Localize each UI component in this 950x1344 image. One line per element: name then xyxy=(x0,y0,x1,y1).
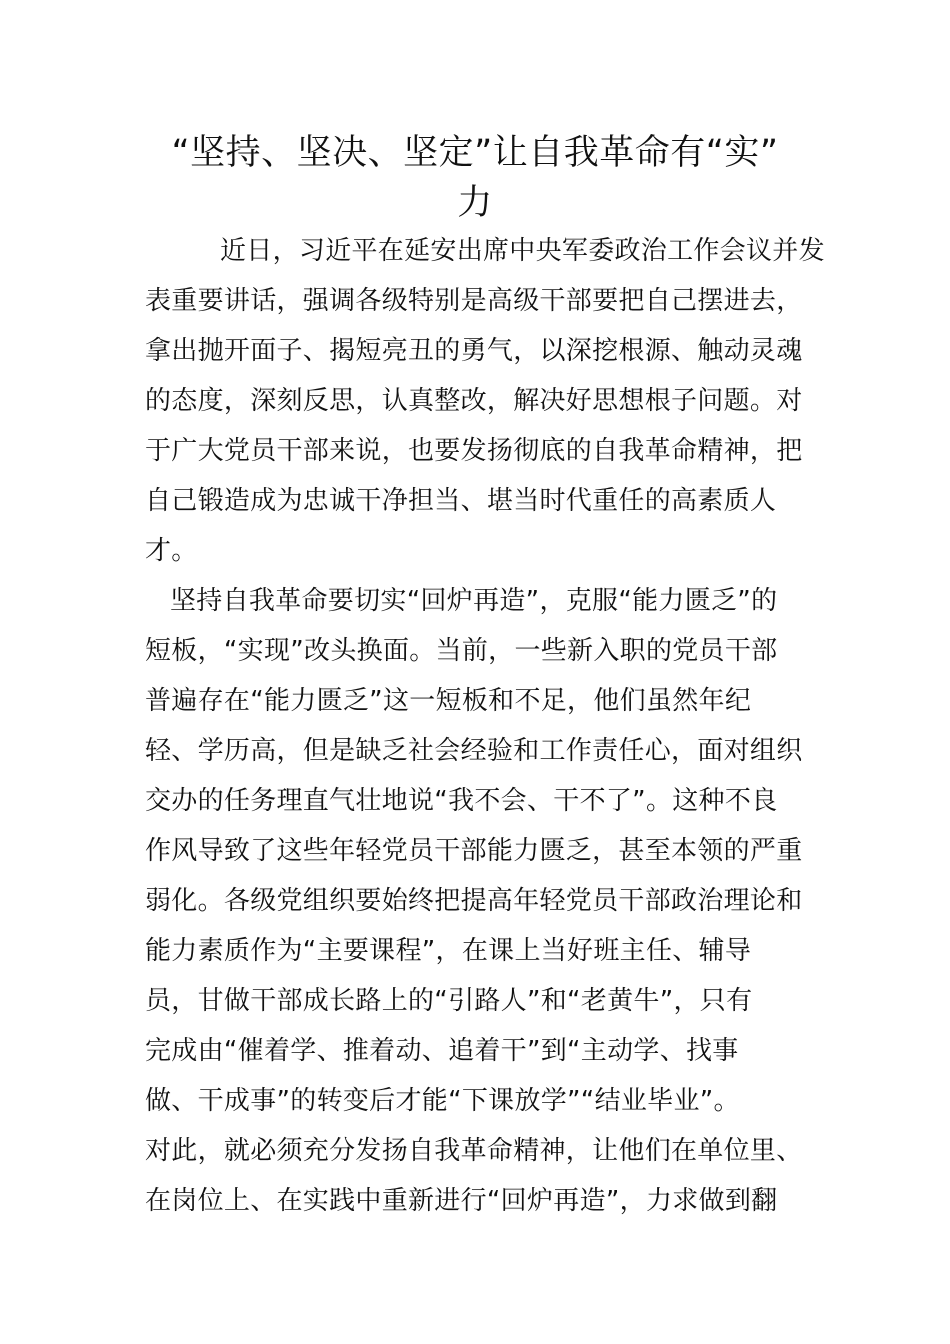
paragraph-1-line-5: 于广大党员干部来说，也要发扬彻底的自我革命精神，把 xyxy=(145,436,803,466)
paragraph-2-line-10: 完成由“催着学、推着动、追着干”到“主动学、找事 xyxy=(145,1036,739,1066)
paragraph-2-line-1: 坚持自我革命要切实“回炉再造”，克服“能力匮乏”的 xyxy=(170,586,778,616)
document-title-line-2: 力 xyxy=(457,183,493,223)
paragraph-2-line-13: 在岗位上、在实践中重新进行“回炉再造”，力求做到翻 xyxy=(145,1186,778,1216)
paragraph-1-line-1: 近日，习近平在延安出席中央军委政治工作会议并发 xyxy=(220,236,825,266)
paragraph-2-line-11: 做、干成事”的转变后才能“下课放学”“结业毕业”。 xyxy=(145,1086,740,1116)
paragraph-2-line-12: 对此，就必须充分发扬自我革命精神，让他们在单位里、 xyxy=(145,1136,803,1166)
paragraph-1-line-7: 才。 xyxy=(145,536,198,566)
paragraph-1-line-2: 表重要讲话，强调各级特别是高级干部要把自己摆进去， xyxy=(145,286,803,316)
paragraph-2-line-8: 能力素质作为“主要课程”，在课上当好班主任、辅导 xyxy=(145,936,752,966)
paragraph-2-line-2: 短板，“实现”改头换面。当前，一些新入职的党员干部 xyxy=(145,636,778,666)
paragraph-1-line-6: 自己锻造成为忠诚干净担当、堪当时代重任的高素质人 xyxy=(145,486,777,516)
paragraph-2-line-4: 轻、学历高，但是缺乏社会经验和工作责任心，面对组织 xyxy=(145,736,803,766)
paragraph-1-line-3: 拿出抛开面子、揭短亮丑的勇气，以深挖根源、触动灵魂 xyxy=(145,336,803,366)
document-title-line-1: “坚持、坚决、坚定”让自我革命有“实” xyxy=(171,133,779,173)
paragraph-1-line-4: 的态度，深刻反思，认真整改，解决好思想根子问题。对 xyxy=(145,386,803,416)
paragraph-2-line-7: 弱化。各级党组织要始终把提高年轻党员干部政治理论和 xyxy=(145,886,803,916)
paragraph-2-line-3: 普遍存在“能力匮乏”这一短板和不足，他们虽然年纪 xyxy=(145,686,752,716)
paragraph-2-line-6: 作风导致了这些年轻党员干部能力匮乏，甚至本领的严重 xyxy=(145,836,803,866)
paragraph-2-line-5: 交办的任务理直气壮地说“我不会、干不了”。这种不良 xyxy=(145,786,778,816)
paragraph-2-line-9: 员，甘做干部成长路上的“引路人”和“老黄牛”，只有 xyxy=(145,986,753,1016)
